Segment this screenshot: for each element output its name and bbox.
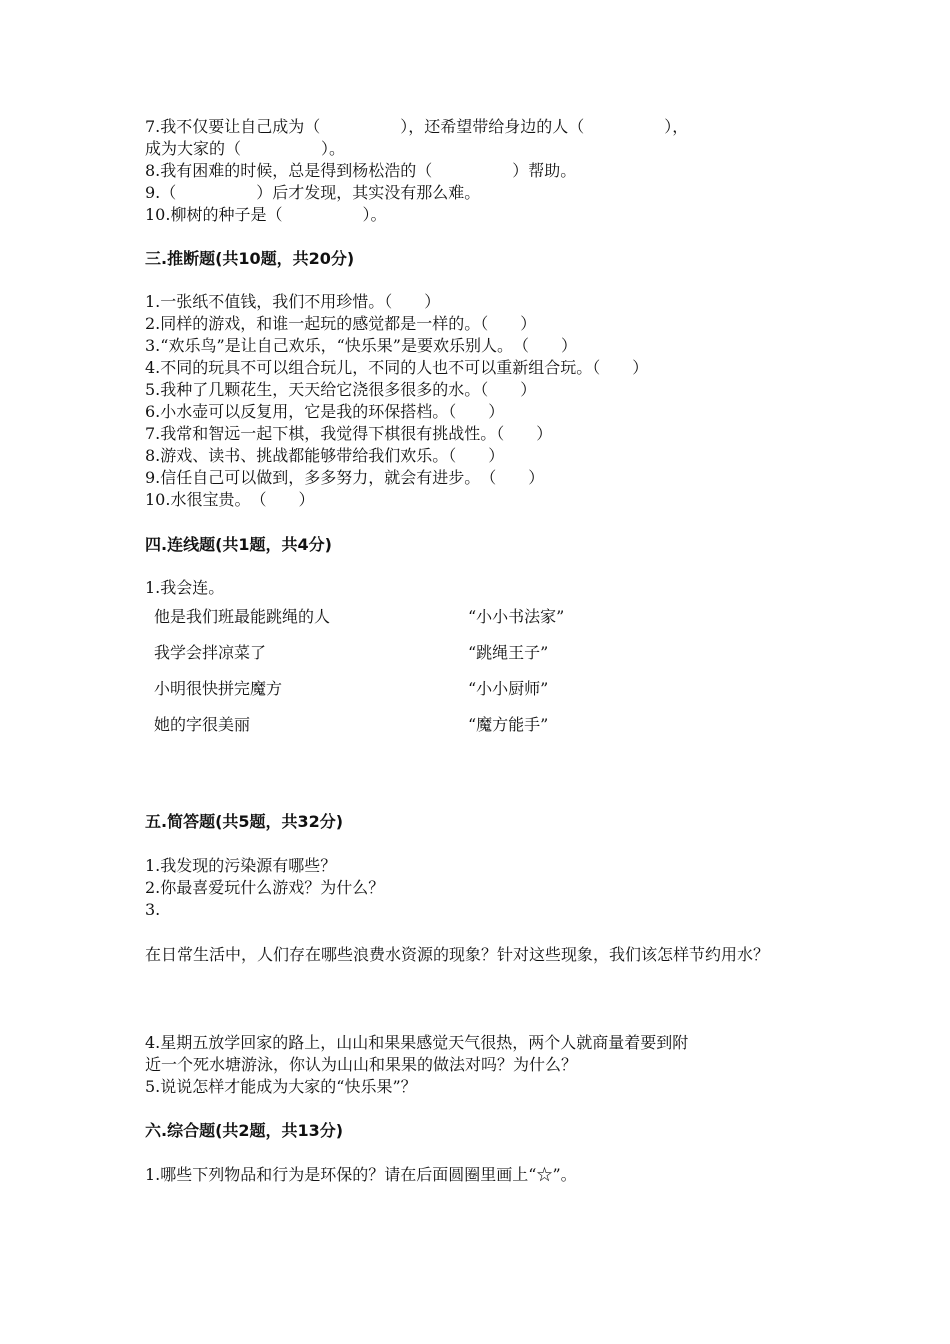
judge-item-2: 2.同样的游戏，和谁一起玩的感觉都是一样的。（ ） — [145, 314, 537, 333]
judge-item-6: 6.小水壶可以反复用，它是我的环保搭档。（ ） — [145, 402, 505, 421]
short-answer-3-label: 3. — [145, 900, 161, 919]
match-right-4: “魔方能手” — [468, 715, 549, 734]
judge-item-5: 5.我种了几颗花生，天天给它浇很多很多的水。（ ） — [145, 380, 537, 399]
section5-heading: 五.简答题(共5题，共32分) — [145, 812, 344, 831]
judge-item-10: 10.水很宝贵。 （ ） — [145, 490, 315, 509]
section3-heading: 三.推断题(共10题，共20分) — [145, 249, 355, 268]
judge-item-9: 9.信任自己可以做到，多多努力，就会有进步。 （ ） — [145, 468, 545, 487]
short-answer-5: 5.说说怎样才能成为大家的“快乐果”？ — [145, 1077, 417, 1096]
match-question: 1.我会连。 — [145, 578, 225, 597]
short-answer-4-line1: 4.星期五放学回家的路上，山山和果果感觉天气很热，两个人就商量着要到附 — [145, 1033, 689, 1052]
judge-item-1: 1.一张纸不值钱，我们不用珍惜。（ ） — [145, 292, 441, 311]
fill-blank-item-7: 7.我不仅要让自己成为（ ），还希望带给身边的人（ ）， — [145, 117, 689, 136]
short-answer-4-line2: 近一个死水塘游泳，你认为山山和果果的做法对吗？为什么？ — [145, 1055, 578, 1074]
short-answer-3-text: 在日常生活中，人们存在哪些浪费水资源的现象？针对这些现象，我们该怎样节约用水？ — [145, 945, 770, 964]
judge-item-8: 8.游戏、读书、挑战都能够带给我们欢乐。（ ） — [145, 446, 505, 465]
short-answer-2: 2.你最喜爱玩什么游戏？为什么？ — [145, 878, 385, 897]
fill-blank-item-10: 10.柳树的种子是（ ）。 — [145, 205, 387, 224]
fill-blank-item-7-cont: 成为大家的（ ）。 — [145, 139, 346, 158]
judge-item-4: 4.不同的玩具不可以组合玩儿，不同的人也不可以重新组合玩。（ ） — [145, 358, 649, 377]
match-left-1: 他是我们班最能跳绳的人 — [154, 607, 331, 626]
section6-heading: 六.综合题(共2题，共13分) — [145, 1121, 344, 1140]
match-left-3: 小明很快拼完魔方 — [154, 679, 283, 698]
comprehensive-question-1: 1.哪些下列物品和行为是环保的？请在后面圆圈里画上“☆”。 — [145, 1165, 577, 1184]
match-right-3: “小小厨师” — [468, 679, 549, 698]
judge-item-3: 3.“欢乐鸟”是让自己欢乐，“快乐果”是要欢乐别人。 （ ） — [145, 336, 577, 355]
fill-blank-item-8: 8.我有困难的时候，总是得到杨松浩的（ ）帮助。 — [145, 161, 577, 180]
section4-heading: 四.连线题(共1题，共4分) — [145, 535, 332, 554]
match-right-2: “跳绳王子” — [468, 643, 549, 662]
judge-item-7: 7.我常和智远一起下棋，我觉得下棋很有挑战性。（ ） — [145, 424, 553, 443]
match-left-2: 我学会拌凉菜了 — [154, 643, 267, 662]
match-right-1: “小小书法家” — [468, 607, 565, 626]
fill-blank-item-9: 9.（ ）后才发现，其实没有那么难。 — [145, 183, 481, 202]
short-answer-1: 1.我发现的污染源有哪些？ — [145, 856, 337, 875]
match-left-4: 她的字很美丽 — [154, 715, 251, 734]
